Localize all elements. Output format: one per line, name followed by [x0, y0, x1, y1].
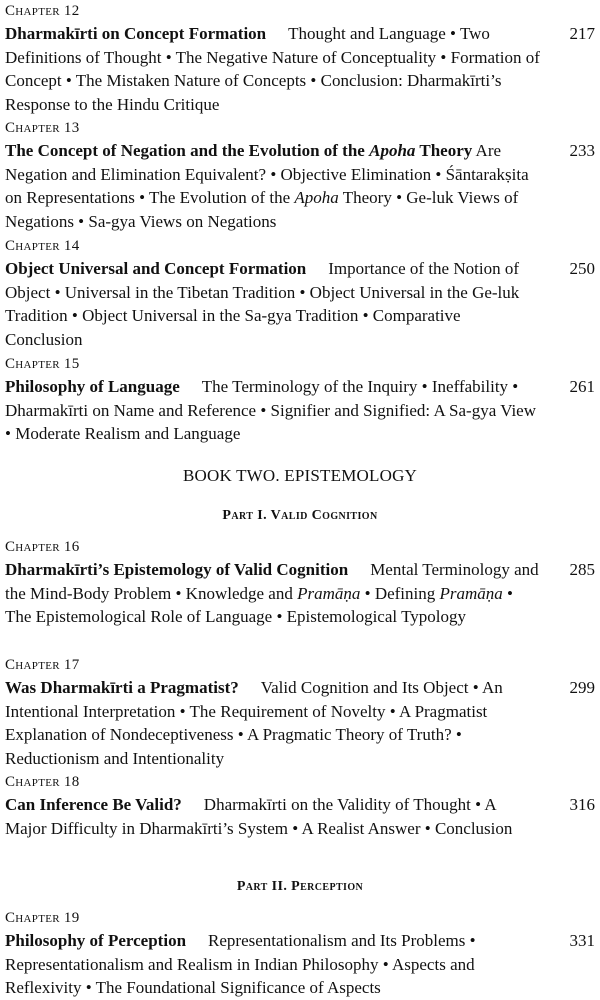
chapter-title: Dharmakīrti on Concept Formation	[5, 24, 267, 43]
chapter-number: Chapter 15	[5, 356, 80, 372]
chapter-number: Chapter 19	[5, 910, 80, 926]
chapter-title: Object Universal and Concept Formation	[5, 259, 307, 278]
page-number: 316	[569, 795, 595, 814]
chapter-body	[5, 257, 595, 351]
chapter-topics: Are Negation and Elimination Equivalent? • Objective Elimination • Śāntarakṣita on Representations • The Evolution of the Apoha Theory • Ge-luk Views of Negations • Sa-gya Views on Negations	[5, 141, 529, 231]
chapter-entry-12	[5, 2, 595, 116]
chapter-number: Chapter 16	[5, 539, 80, 555]
chapter-number: Chapter 13	[5, 120, 80, 136]
chapter-entry-18	[5, 773, 595, 840]
chapter-topics: Valid Cognition and Its Object • An Intentional Interpretation • The Requirement of Novelty • A Pragmatist Explanation of Nondeceptiveness • A Pragmatic Theory of Truth? • Reductionism and Intentionality	[5, 678, 503, 768]
chapter-number: Chapter 14	[5, 238, 80, 254]
chapter-body	[5, 22, 595, 116]
chapter-number: Chapter 18	[5, 774, 80, 790]
chapter-topics: Importance of the Notion of Object • Universal in the Tibetan Tradition • Object Universal in the Ge-luk Tradition • Object Universal in the Sa-gya Tradition • Comparative Conclusion	[5, 259, 520, 349]
page-number: 233	[569, 141, 595, 160]
chapter-entry-16	[5, 538, 595, 629]
chapter-topics: Thought and Language • Two Definitions of Thought • The Negative Nature of Conceptuality • Formation of Concept • The Mistaken Nature of Concepts • Conclusion: Dharmakīrti’s Response to the Hindu Critique	[5, 24, 540, 114]
chapter-title: Philosophy of Language	[5, 377, 180, 396]
page-number: 299	[569, 678, 595, 697]
chapter-topics: Representationalism and Its Problems • Representationalism and Realism in Indian Philosophy • Aspects and Reflexivity • The Foundational Significance of Aspects	[5, 931, 476, 997]
book-heading: BOOK TWO. EPISTEMOLOGY	[182, 466, 418, 485]
chapter-body	[5, 929, 595, 1000]
chapter-title: Can Inference Be Valid?	[5, 795, 182, 814]
part-heading: Part I. Valid Cognition	[222, 508, 378, 523]
chapter-entry-13	[5, 119, 595, 233]
chapter-title: The Concept of Negation and the Evolution of the Apoha Theory	[5, 141, 473, 160]
chapter-title: Was Dharmakīrti a Pragmatist?	[5, 678, 239, 697]
chapter-entry-14	[5, 237, 595, 351]
chapter-body	[5, 676, 595, 770]
part-heading: Part II. Perception	[236, 879, 364, 894]
chapter-topics: The Terminology of the Inquiry • Ineffability • Dharmakīrti on Name and Reference • Signifier and Signified: A Sa-gya View • Moderate Realism and Language	[5, 377, 537, 443]
chapter-number: Chapter 17	[5, 657, 80, 673]
page-number: 331	[569, 931, 595, 950]
chapter-title: Dharmakīrti’s Epistemology of Valid Cognition	[5, 560, 349, 579]
page-number: 261	[569, 377, 595, 396]
chapter-topics: Mental Terminology and the Mind-Body Problem • Knowledge and Pramāṇa • Defining Pramāṇa • The Epistemological Role of Language • Epistemological Typology	[5, 560, 539, 626]
page-number: 285	[569, 560, 595, 579]
chapter-body	[5, 139, 595, 233]
chapter-number: Chapter 12	[5, 3, 80, 19]
chapter-topics: Dharmakīrti on the Validity of Thought • A Major Difficulty in Dharmakīrti’s System • A Realist Answer • Conclusion	[5, 795, 513, 838]
chapter-body	[5, 558, 595, 629]
chapter-entry-17	[5, 656, 595, 770]
chapter-entry-19	[5, 909, 595, 1000]
chapter-body	[5, 793, 595, 840]
chapter-body	[5, 375, 595, 446]
page-number: 250	[569, 259, 595, 278]
chapter-title: Philosophy of Perception	[5, 931, 187, 950]
page-number: 217	[569, 24, 595, 43]
chapter-entry-15	[5, 355, 595, 446]
